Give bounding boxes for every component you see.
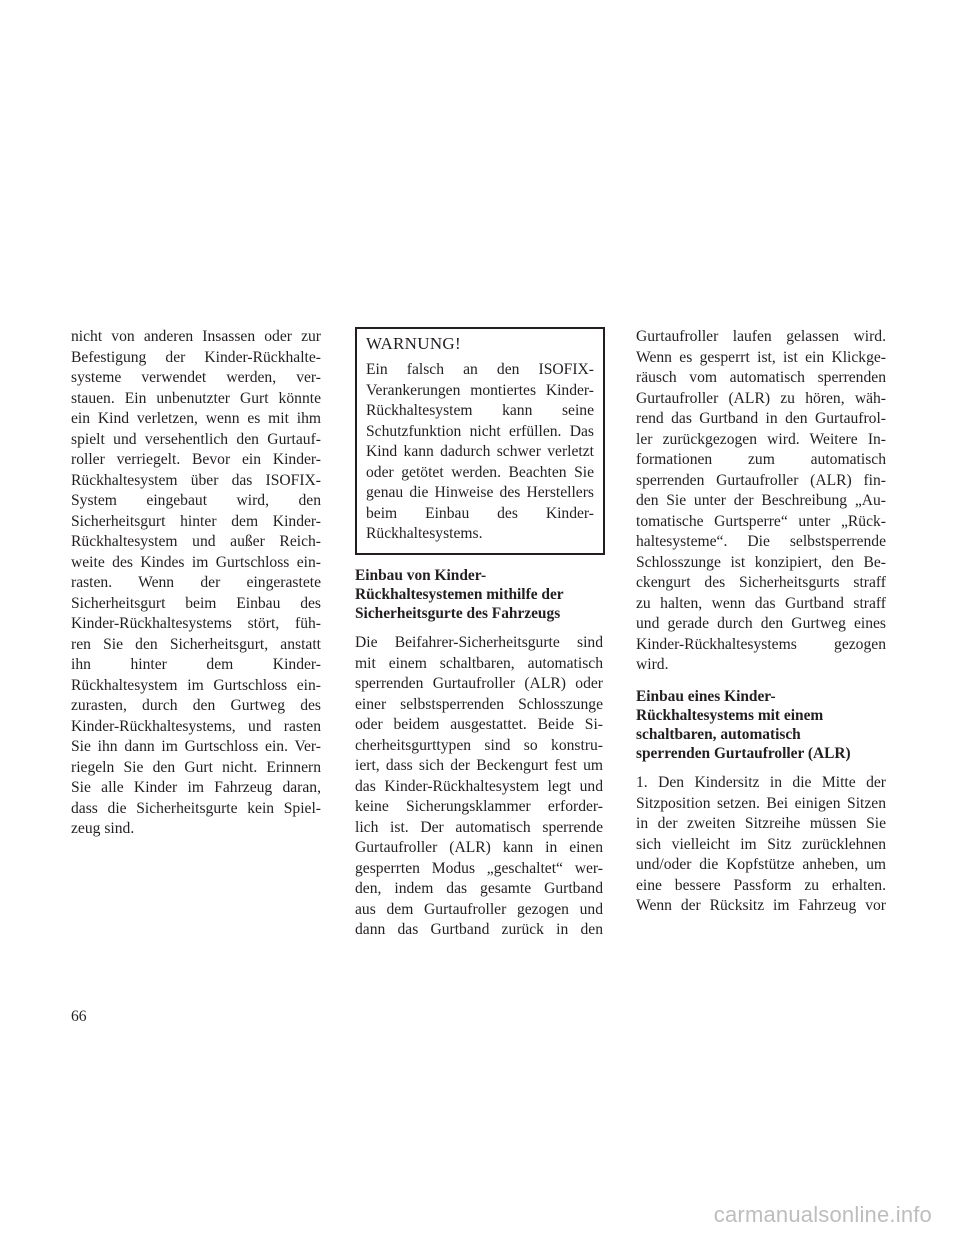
text-line: System eingebaut wird, den	[71, 492, 321, 509]
text-line: Wenn es gesperrt ist, ist ein Klickge-	[636, 348, 886, 366]
heading-line: Einbau von Kinder-	[355, 566, 487, 584]
text-line: stauen. Ein unbenutzter Gurt könnte	[71, 389, 321, 407]
text-line: mit einem schaltbaren, automatisch	[355, 654, 603, 672]
warning-title: WARNUNG!	[366, 334, 461, 353]
warning-line: Schutzfunktion nicht erfüllen. Das	[366, 422, 594, 440]
heading-line: schaltbaren, automatisch	[636, 725, 801, 743]
warning-line: beim Einbau des Kinder-	[366, 504, 594, 522]
page-number: 66	[71, 1008, 87, 1025]
heading-line: Rückhaltesystemen mithilfe der	[355, 585, 564, 603]
text-line: zeug sind.	[71, 820, 135, 837]
text-line: sperrenden Gurtaufroller (ALR) oder	[355, 675, 603, 693]
text-line: ihn hinter dem Kinder-	[71, 656, 321, 673]
text-line: Rückhaltesystem im Gurtschloss ein-	[71, 676, 321, 694]
text-line: und gerade durch den Gurtweg eines	[636, 615, 886, 632]
text-line: ckengurt des Sicherheitsgurts straff	[636, 574, 886, 591]
text-line: Gurtaufroller laufen gelassen wird.	[636, 328, 886, 345]
text-line: Rückhaltesystem und außer Reich-	[71, 533, 321, 550]
warning-box	[355, 327, 605, 555]
text-line: nicht von anderen Insassen oder zur	[71, 328, 321, 345]
text-line: Wenn der Rücksitz im Fahrzeug vor	[636, 897, 886, 915]
heading-line: sperrenden Gurtaufroller (ALR)	[636, 745, 851, 763]
text-line: den, indem das gesamte Gurtband	[355, 880, 603, 898]
text-line: Gurtaufroller (ALR) kann in einen	[355, 839, 603, 857]
text-line: ein Kind verletzen, wenn es mit ihm	[71, 410, 321, 427]
text-line: Sicherheitsgurt beim Einbau des	[71, 594, 321, 612]
text-line: Gurtaufroller (ALR) zu hören, wäh-	[636, 389, 886, 407]
text-line: einer selbstsperrenden Schlosszunge	[355, 695, 603, 713]
text-line: rasten. Wenn der eingerastete	[71, 574, 321, 591]
text-line: den Sie unter der Beschreibung „Au-	[636, 492, 886, 509]
text-line: zurasten, durch den Gurtweg des	[71, 697, 321, 714]
warning-line: genau die Hinweise des Herstellers	[366, 484, 594, 501]
text-line: ler zurückgezogen wird. Weitere In-	[636, 430, 886, 448]
text-line: rend das Gurtband in den Gurtaufrol-	[636, 410, 886, 427]
watermark-text: carmanualsonline.info	[713, 1202, 932, 1227]
warning-line: Kind kann dadurch schwer verletzt	[366, 443, 594, 460]
heading-line: Sicherheitsgurte des Fahrzeugs	[355, 604, 561, 622]
heading-line: Einbau eines Kinder-	[636, 687, 776, 705]
text-line: riegeln Sie den Gurt nicht. Erinnern	[71, 758, 321, 776]
text-line: und/oder die Kopfstütze anheben, um	[636, 856, 886, 874]
text-line: dann das Gurtband zurück in den	[355, 921, 603, 939]
body-paragraph	[71, 327, 321, 840]
text-line: Kinder-Rückhaltesystems, und rasten	[71, 717, 321, 735]
text-line: lich ist. Der automatisch sperrende	[355, 818, 603, 836]
body-paragraph	[355, 633, 603, 941]
text-line: dass die Sicherheitsgurte kein Spiel-	[71, 799, 321, 817]
section-heading	[636, 687, 886, 764]
text-line: formationen zum automatisch	[636, 451, 886, 468]
text-line: iert, dass sich der Beckengurt fest um	[355, 757, 603, 775]
text-line: gesperrten Modus „geschaltet“ wer-	[355, 859, 603, 877]
text-line: tomatische Gurtsperre“ unter „Rück-	[636, 512, 886, 530]
warning-line: Verankerungen montiertes Kinder-	[366, 381, 594, 399]
text-line: aus dem Gurtaufroller gezogen und	[355, 900, 603, 918]
text-line: Die Beifahrer-Sicherheitsgurte sind	[355, 634, 603, 652]
column-3	[636, 327, 886, 917]
text-line: Sicherheitsgurt hinter dem Kinder-	[71, 512, 321, 530]
text-line: spielt und versehentlich den Gurtauf-	[71, 430, 321, 448]
heading-line: Rückhaltesystems mit einem	[636, 706, 824, 724]
text-line: räusch vom automatisch sperrenden	[636, 369, 886, 386]
warning-line: Rückhaltesystems.	[366, 525, 483, 542]
text-line: eine bessere Passform zu erhalten.	[636, 876, 886, 894]
column-1	[71, 327, 321, 840]
warning-line: Ein falsch an den ISOFIX-	[366, 361, 594, 378]
text-line: haltesysteme“. Die selbstsperrende	[636, 533, 886, 550]
text-line: Befestigung der Kinder-Rückhalte-	[71, 348, 321, 366]
text-line: wird.	[636, 656, 669, 673]
text-line: sich vielleicht im Sitz zurücklehnen	[636, 835, 886, 853]
text-line: roller verriegelt. Bevor ein Kinder-	[71, 451, 321, 468]
text-line: systeme verwendet werden, ver-	[71, 369, 321, 386]
text-line: das Kinder-Rückhaltesystem legt und	[355, 777, 603, 795]
text-line: Kinder-Rückhaltesystems gezogen	[636, 635, 886, 653]
column-2	[355, 327, 603, 941]
text-line: sperrenden Gurtaufroller (ALR) fin-	[636, 471, 886, 489]
body-paragraph	[636, 773, 886, 917]
warning-line: oder getötet werden. Beachten Sie	[366, 463, 594, 481]
text-line: Sie ihn dann im Gurtschloss ein. Ver-	[71, 738, 321, 755]
text-line: Kinder-Rückhaltesystems stört, füh-	[71, 615, 321, 632]
section-heading	[355, 566, 603, 624]
text-line: Sitzposition setzen. Bei einigen Sitzen	[636, 794, 886, 812]
text-line: 1. Den Kindersitz in die Mitte der	[636, 774, 886, 792]
text-line: weite des Kindes im Gurtschloss ein-	[71, 553, 321, 571]
text-line: in der zweiten Sitzreihe müssen Sie	[636, 815, 886, 833]
text-line: Rückhaltesystem über das ISOFIX-	[71, 471, 321, 489]
text-line: zu halten, wenn das Gurtband straff	[636, 594, 886, 612]
text-line: Sie alle Kinder im Fahrzeug daran,	[71, 779, 321, 796]
text-line: oder beidem ausgestattet. Beide Si-	[355, 716, 603, 734]
text-line: cherheitsgurttypen sind so konstru-	[355, 736, 603, 754]
warning-line: Rückhaltesystem kann seine	[366, 402, 594, 419]
body-paragraph	[636, 327, 886, 676]
text-line: keine Sicherungsklammer erforder-	[355, 798, 603, 816]
text-line: ren Sie den Sicherheitsgurt, anstatt	[71, 635, 321, 653]
text-line: Schlosszunge ist konzipiert, den Be-	[636, 553, 886, 571]
